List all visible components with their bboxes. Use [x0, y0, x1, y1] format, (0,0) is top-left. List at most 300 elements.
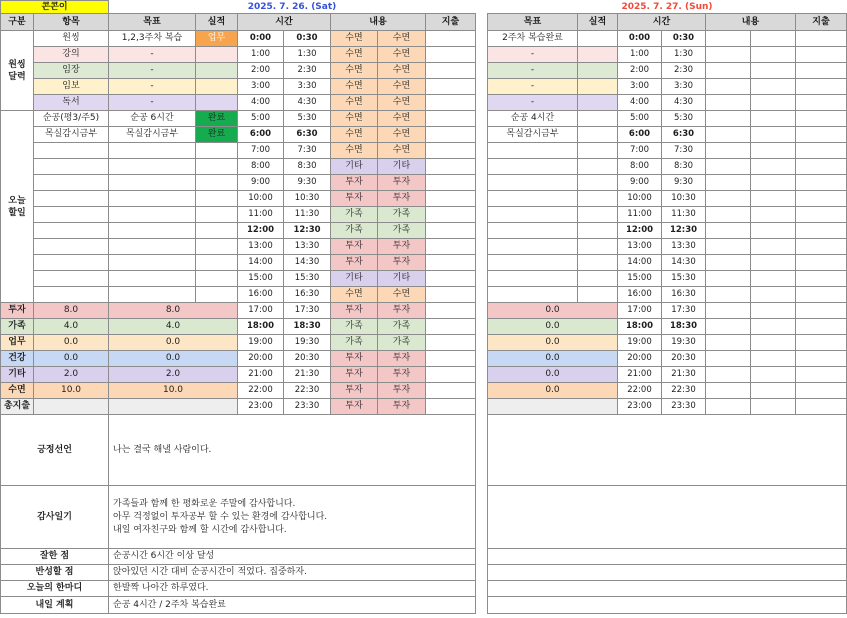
- reflection-content-cell: [108, 548, 476, 565]
- time-start-cell: 7:00: [237, 142, 284, 159]
- schedule-cell: [750, 302, 796, 319]
- plan-goal-cell: [487, 158, 578, 175]
- expense-cell: [425, 158, 476, 175]
- plan-result-cell: [195, 142, 238, 159]
- group-label-cell: 원씽 달력: [0, 30, 34, 111]
- summary-actual-cell: 0.0: [108, 350, 238, 367]
- summary-actual-cell: 0.0: [487, 334, 618, 351]
- reflection-label-cell: 내일 계획: [0, 596, 109, 614]
- time-start-cell: 20:00: [237, 350, 284, 367]
- time-end-cell: 2:30: [661, 62, 706, 79]
- plan-item-cell: [33, 142, 109, 159]
- summary-actual-cell: 0.0: [487, 382, 618, 399]
- plan-result-cell: [577, 158, 618, 175]
- schedule-cell: [705, 206, 751, 223]
- schedule-cell: 가족: [330, 222, 378, 239]
- time-start-cell: 23:00: [237, 398, 284, 415]
- reflection-empty-cell: [487, 414, 847, 486]
- time-end-cell: 0:30: [661, 30, 706, 47]
- plan-item-cell: 독서: [33, 94, 109, 111]
- summary-planned-cell: 10.0: [33, 382, 109, 399]
- plan-goal-cell: [487, 254, 578, 271]
- summary-category-cell: 기타: [0, 366, 34, 383]
- expense-cell: [795, 238, 847, 255]
- time-start-cell: 17:00: [237, 302, 284, 319]
- time-end-cell: 1:30: [661, 46, 706, 63]
- expense-cell: [425, 318, 476, 335]
- time-start-cell: 10:00: [617, 190, 662, 207]
- time-start-cell: 15:00: [237, 270, 284, 287]
- time-start-cell: 22:00: [617, 382, 662, 399]
- time-end-cell: 19:30: [661, 334, 706, 351]
- plan-goal-cell: [487, 238, 578, 255]
- time-start-cell: 0:00: [237, 30, 284, 47]
- schedule-cell: [705, 350, 751, 367]
- plan-result-cell: [195, 94, 238, 111]
- summary-planned-cell: 2.0: [33, 366, 109, 383]
- time-end-cell: 13:30: [283, 238, 331, 255]
- plan-goal-cell: 순공 4시간: [487, 110, 578, 127]
- time-start-cell: 21:00: [617, 366, 662, 383]
- plan-goal-cell: [108, 254, 196, 271]
- expense-cell: [425, 78, 476, 95]
- time-start-cell: 3:00: [617, 78, 662, 95]
- schedule-cell: [750, 350, 796, 367]
- expense-cell: [795, 270, 847, 287]
- schedule-cell: [705, 174, 751, 191]
- plan-item-cell: 원씽: [33, 30, 109, 47]
- summary-actual-cell: 0.0: [487, 366, 618, 383]
- time-end-cell: 16:30: [661, 286, 706, 303]
- schedule-cell: 투자: [330, 350, 378, 367]
- schedule-cell: [750, 46, 796, 63]
- reflection-line: 순공 4시간 / 2주차 복습완료: [113, 599, 226, 610]
- schedule-cell: [705, 46, 751, 63]
- time-start-cell: 5:00: [617, 110, 662, 127]
- time-start-cell: 12:00: [237, 222, 284, 239]
- expense-cell: [795, 350, 847, 367]
- plan-result-cell: [577, 94, 618, 111]
- plan-item-cell: 순공(평3/주5): [33, 110, 109, 127]
- schedule-cell: 수면: [330, 46, 378, 63]
- schedule-cell: [705, 254, 751, 271]
- reflection-label-cell: 오늘의 한마디: [0, 580, 109, 597]
- expense-cell: [425, 30, 476, 47]
- plan-goal-cell: -: [108, 94, 196, 111]
- time-end-cell: 7:30: [661, 142, 706, 159]
- time-start-cell: 22:00: [237, 382, 284, 399]
- plan-result-cell: [577, 286, 618, 303]
- time-end-cell: 11:30: [661, 206, 706, 223]
- plan-goal-cell: [487, 270, 578, 287]
- time-start-cell: 20:00: [617, 350, 662, 367]
- plan-result-cell: [577, 174, 618, 191]
- time-start-cell: 8:00: [237, 158, 284, 175]
- time-start-cell: 23:00: [617, 398, 662, 415]
- schedule-cell: 투자: [330, 398, 378, 415]
- time-start-cell: 7:00: [617, 142, 662, 159]
- plan-result-cell: [577, 222, 618, 239]
- plan-item-cell: [33, 206, 109, 223]
- schedule-cell: [750, 78, 796, 95]
- time-end-cell: 12:30: [661, 222, 706, 239]
- plan-goal-cell: [487, 142, 578, 159]
- schedule-cell: 기타: [330, 158, 378, 175]
- schedule-cell: [750, 174, 796, 191]
- plan-item-cell: 임보: [33, 78, 109, 95]
- plan-goal-cell: [108, 158, 196, 175]
- plan-result-cell: [195, 238, 238, 255]
- reflection-line: 앉아있던 시간 대비 순공시간이 적었다. 집중하자.: [113, 567, 307, 577]
- header-item: 항목: [33, 13, 109, 31]
- plan-goal-cell: -: [487, 94, 578, 111]
- time-end-cell: 3:30: [661, 78, 706, 95]
- summary-planned-cell: 0.0: [33, 334, 109, 351]
- schedule-cell: 수면: [377, 46, 426, 63]
- summary-actual-cell: 2.0: [108, 366, 238, 383]
- plan-goal-cell: [108, 190, 196, 207]
- plan-item-cell: 목실감시금부: [33, 126, 109, 143]
- plan-result-cell: [577, 62, 618, 79]
- schedule-cell: 수면: [330, 30, 378, 47]
- plan-result-cell: [577, 126, 618, 143]
- time-start-cell: 19:00: [237, 334, 284, 351]
- date-title-left: 2025. 7. 26. (Sat): [247, 1, 337, 12]
- expense-cell: [795, 254, 847, 271]
- schedule-cell: [750, 286, 796, 303]
- plan-item-cell: [33, 190, 109, 207]
- expense-cell: [425, 222, 476, 239]
- reflection-line: 가족들과 함께 한 평화로운 주말에 감사합니다.: [113, 498, 296, 509]
- schedule-cell: 수면: [377, 62, 426, 79]
- summary-category-cell: 총지출: [0, 398, 34, 415]
- time-end-cell: 15:30: [283, 270, 331, 287]
- plan-result-cell: [577, 270, 618, 287]
- time-end-cell: 18:30: [283, 318, 331, 335]
- schedule-cell: 투자: [377, 382, 426, 399]
- expense-cell: [795, 398, 847, 415]
- reflection-label-cell: 반성할 점: [0, 564, 109, 581]
- expense-cell: [795, 222, 847, 239]
- reflection-label-cell: 긍정선언: [0, 414, 109, 486]
- schedule-cell: 투자: [330, 238, 378, 255]
- plan-item-cell: [33, 254, 109, 271]
- reflection-label-cell: 감사일기: [0, 485, 109, 549]
- time-start-cell: 5:00: [237, 110, 284, 127]
- time-start-cell: 16:00: [237, 286, 284, 303]
- time-end-cell: 21:30: [661, 366, 706, 383]
- time-end-cell: 15:30: [661, 270, 706, 287]
- time-start-cell: 14:00: [237, 254, 284, 271]
- expense-cell: [795, 286, 847, 303]
- schedule-cell: [750, 254, 796, 271]
- schedule-cell: 투자: [377, 174, 426, 191]
- time-start-cell: 10:00: [237, 190, 284, 207]
- schedule-cell: 가족: [330, 318, 378, 335]
- expense-cell: [425, 334, 476, 351]
- plan-goal-cell: 1,2,3주차 복습: [108, 30, 196, 47]
- plan-result-cell: [195, 254, 238, 271]
- time-start-cell: 18:00: [617, 318, 662, 335]
- expense-cell: [795, 206, 847, 223]
- expense-cell: [425, 302, 476, 319]
- plan-result-cell: [195, 206, 238, 223]
- schedule-cell: [750, 142, 796, 159]
- plan-goal-cell: [108, 174, 196, 191]
- time-start-cell: 15:00: [617, 270, 662, 287]
- reflection-empty-cell: [487, 564, 847, 581]
- schedule-cell: 수면: [330, 286, 378, 303]
- summary-category-cell: 건강: [0, 350, 34, 367]
- time-end-cell: 12:30: [283, 222, 331, 239]
- summary-actual-cell: 8.0: [108, 302, 238, 319]
- expense-cell: [795, 94, 847, 111]
- plan-result-cell: [577, 142, 618, 159]
- time-end-cell: 7:30: [283, 142, 331, 159]
- time-end-cell: 14:30: [661, 254, 706, 271]
- schedule-cell: [705, 318, 751, 335]
- expense-cell: [425, 62, 476, 79]
- schedule-cell: [750, 366, 796, 383]
- expense-cell: [795, 30, 847, 47]
- plan-goal-cell: 목실감시금부: [487, 126, 578, 143]
- plan-goal-cell: [108, 286, 196, 303]
- header-content: 내용: [330, 13, 426, 31]
- schedule-cell: 투자: [377, 238, 426, 255]
- group-label-cell: 오늘 할일: [0, 110, 34, 303]
- plan-goal-cell: 2주차 복습완료: [487, 30, 578, 47]
- time-end-cell: 21:30: [283, 366, 331, 383]
- schedule-cell: [750, 334, 796, 351]
- expense-cell: [795, 334, 847, 351]
- schedule-cell: [705, 302, 751, 319]
- header-goal: 목표: [487, 13, 578, 31]
- plan-goal-cell: [487, 286, 578, 303]
- time-start-cell: 1:00: [617, 46, 662, 63]
- time-start-cell: 8:00: [617, 158, 662, 175]
- schedule-cell: 수면: [377, 286, 426, 303]
- schedule-cell: 수면: [330, 126, 378, 143]
- schedule-cell: [705, 158, 751, 175]
- plan-item-cell: [33, 270, 109, 287]
- summary-planned-cell: 4.0: [33, 318, 109, 335]
- expense-cell: [425, 286, 476, 303]
- reflection-content-cell: [108, 580, 476, 597]
- time-end-cell: 10:30: [661, 190, 706, 207]
- time-end-cell: 2:30: [283, 62, 331, 79]
- plan-result-cell: 업무: [195, 30, 238, 47]
- schedule-cell: 투자: [330, 174, 378, 191]
- plan-result-cell: [195, 158, 238, 175]
- time-start-cell: 9:00: [617, 174, 662, 191]
- time-end-cell: 9:30: [661, 174, 706, 191]
- plan-goal-cell: [487, 174, 578, 191]
- schedule-cell: [750, 382, 796, 399]
- plan-goal-cell: [108, 142, 196, 159]
- plan-result-cell: [577, 190, 618, 207]
- plan-goal-cell: -: [487, 78, 578, 95]
- time-start-cell: 17:00: [617, 302, 662, 319]
- schedule-cell: 수면: [377, 78, 426, 95]
- schedule-cell: 수면: [377, 126, 426, 143]
- plan-result-cell: [577, 254, 618, 271]
- schedule-cell: [705, 30, 751, 47]
- reflection-content-cell: [108, 485, 476, 549]
- schedule-cell: 수면: [377, 30, 426, 47]
- time-end-cell: 4:30: [283, 94, 331, 111]
- schedule-cell: 가족: [377, 334, 426, 351]
- schedule-cell: 투자: [377, 190, 426, 207]
- header-time: 시간: [237, 13, 331, 31]
- schedule-cell: [750, 222, 796, 239]
- reflection-content-cell: [108, 596, 476, 614]
- time-start-cell: 14:00: [617, 254, 662, 271]
- plan-item-cell: [33, 174, 109, 191]
- expense-cell: [425, 174, 476, 191]
- time-start-cell: 6:00: [237, 126, 284, 143]
- reflection-line: 나는 결국 해낼 사람이다.: [113, 444, 212, 455]
- time-start-cell: 9:00: [237, 174, 284, 191]
- plan-goal-cell: [487, 206, 578, 223]
- expense-cell: [795, 142, 847, 159]
- expense-cell: [425, 366, 476, 383]
- time-end-cell: 22:30: [283, 382, 331, 399]
- summary-category-cell: 수면: [0, 382, 34, 399]
- expense-cell: [795, 382, 847, 399]
- header-result: 실적: [577, 13, 618, 31]
- plan-result-cell: [577, 110, 618, 127]
- plan-item-cell: [33, 286, 109, 303]
- plan-goal-cell: [108, 270, 196, 287]
- time-start-cell: 4:00: [237, 94, 284, 111]
- schedule-cell: [705, 334, 751, 351]
- reflection-line: 아무 걱정없이 투자공부 할 수 있는 환경에 감사합니다.: [113, 511, 328, 522]
- schedule-cell: [705, 62, 751, 79]
- expense-cell: [425, 142, 476, 159]
- time-end-cell: 3:30: [283, 78, 331, 95]
- plan-goal-cell: -: [487, 62, 578, 79]
- date-title-right: 2025. 7. 27. (Sun): [621, 1, 713, 12]
- time-end-cell: 16:30: [283, 286, 331, 303]
- schedule-cell: 투자: [377, 254, 426, 271]
- schedule-cell: [705, 190, 751, 207]
- schedule-cell: 투자: [377, 398, 426, 415]
- schedule-cell: [750, 62, 796, 79]
- schedule-cell: 수면: [330, 62, 378, 79]
- expense-cell: [795, 174, 847, 191]
- schedule-cell: [705, 366, 751, 383]
- time-end-cell: 22:30: [661, 382, 706, 399]
- schedule-cell: [750, 206, 796, 223]
- expense-cell: [425, 126, 476, 143]
- summary-category-cell: 가족: [0, 318, 34, 335]
- time-end-cell: 17:30: [661, 302, 706, 319]
- schedule-cell: [705, 238, 751, 255]
- plan-result-cell: [195, 62, 238, 79]
- schedule-cell: 수면: [377, 94, 426, 111]
- plan-result-cell: [195, 46, 238, 63]
- schedule-cell: [705, 94, 751, 111]
- time-start-cell: 12:00: [617, 222, 662, 239]
- plan-item-cell: 임장: [33, 62, 109, 79]
- schedule-cell: 기타: [330, 270, 378, 287]
- schedule-cell: 투자: [330, 254, 378, 271]
- plan-item-cell: [33, 222, 109, 239]
- expense-cell: [795, 302, 847, 319]
- schedule-cell: [750, 94, 796, 111]
- schedule-cell: 투자: [330, 382, 378, 399]
- expense-cell: [425, 46, 476, 63]
- time-end-cell: 20:30: [283, 350, 331, 367]
- expense-cell: [425, 382, 476, 399]
- summary-actual-cell: 0.0: [487, 302, 618, 319]
- schedule-cell: [705, 270, 751, 287]
- summary-category-cell: 업무: [0, 334, 34, 351]
- plan-result-cell: 완료: [195, 110, 238, 127]
- time-end-cell: 14:30: [283, 254, 331, 271]
- header-expense: 지출: [425, 13, 476, 31]
- schedule-cell: [750, 190, 796, 207]
- summary-planned-cell: [33, 398, 109, 415]
- time-start-cell: 2:00: [237, 62, 284, 79]
- plan-item-cell: 강의: [33, 46, 109, 63]
- schedule-cell: [750, 30, 796, 47]
- time-end-cell: 13:30: [661, 238, 706, 255]
- time-end-cell: 18:30: [661, 318, 706, 335]
- schedule-cell: [705, 78, 751, 95]
- schedule-cell: [750, 110, 796, 127]
- reflection-empty-cell: [487, 485, 847, 549]
- schedule-cell: 투자: [377, 350, 426, 367]
- plan-result-cell: [195, 286, 238, 303]
- reflection-label-cell: 잘한 점: [0, 548, 109, 565]
- time-start-cell: 11:00: [237, 206, 284, 223]
- time-end-cell: 0:30: [283, 30, 331, 47]
- expense-cell: [425, 94, 476, 111]
- time-end-cell: 10:30: [283, 190, 331, 207]
- expense-cell: [425, 270, 476, 287]
- reflection-empty-cell: [487, 548, 847, 565]
- schedule-cell: 가족: [377, 222, 426, 239]
- plan-goal-cell: 순공 6시간: [108, 110, 196, 127]
- header-result: 실적: [195, 13, 238, 31]
- expense-cell: [425, 110, 476, 127]
- schedule-cell: 수면: [377, 142, 426, 159]
- time-end-cell: 23:30: [283, 398, 331, 415]
- schedule-cell: 수면: [377, 110, 426, 127]
- schedule-cell: 가족: [377, 206, 426, 223]
- expense-cell: [795, 62, 847, 79]
- plan-result-cell: [577, 46, 618, 63]
- reflection-line: 한발짝 나아간 하루였다.: [113, 583, 209, 593]
- header-goal: 목표: [108, 13, 196, 31]
- plan-result-cell: 완료: [195, 126, 238, 143]
- plan-result-cell: [195, 190, 238, 207]
- expense-cell: [795, 366, 847, 383]
- schedule-cell: [705, 126, 751, 143]
- nickname-cell: 콘콘이: [0, 0, 109, 14]
- expense-cell: [425, 206, 476, 223]
- schedule-cell: [750, 158, 796, 175]
- time-end-cell: 5:30: [661, 110, 706, 127]
- plan-result-cell: [577, 30, 618, 47]
- plan-item-cell: [33, 238, 109, 255]
- plan-item-cell: [33, 158, 109, 175]
- schedule-cell: 기타: [377, 270, 426, 287]
- expense-cell: [795, 46, 847, 63]
- time-start-cell: 2:00: [617, 62, 662, 79]
- reflection-line: 순공시간 6시간 이상 달성: [113, 551, 215, 561]
